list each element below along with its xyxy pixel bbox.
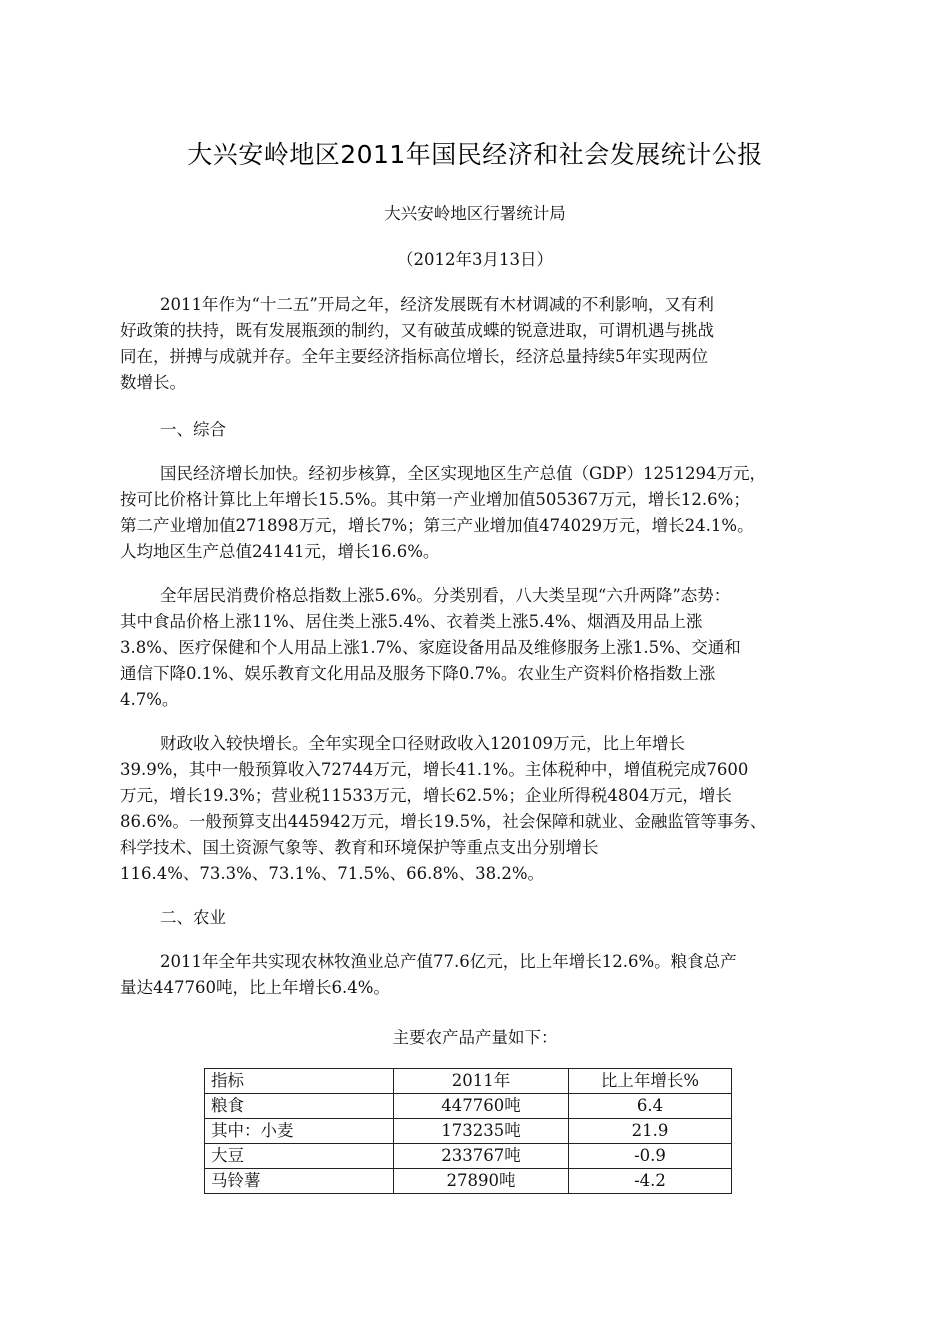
table-header-row [205,1069,732,1094]
table-row [205,1144,732,1169]
table-header-cell: 指标 [205,1069,394,1094]
table-cell: 173235吨 [394,1119,569,1144]
table-cell: 6.4 [569,1094,732,1119]
intro-paragraph: 2011年作为“十二五”开局之年，经济发展既有木材调减的不利影响，又有利 好政策的扶持，既有发展瓶颈的制约，又有破茧成蝶的锐意进取，可谓机遇与挑战 同在，拼搏与成就并存。全年主要经济指标高位增长，经济总量持续5年实现两位 数增长。 [120,295,714,392]
date-line: （2012年3月13日） [397,250,553,269]
crop-output-table [204,1068,732,1194]
table-cell: -0.9 [569,1144,732,1169]
table-cell: -4.2 [569,1169,732,1194]
fiscal-paragraph: 财政收入较快增长。全年实现全口径财政收入120109万元，比上年增长 39.9%，其中一般预算收入72744万元，增长41.1%。主体税种中，增值税完成7600 万元，增长19.3%；营业税11533万元，增长62.5%；企业所得税4804万元，增长 86.6%。一般预算支出445942万元，增长19.5%，社会保障和就业、金融监管等事务、 科学技术、国土资源气象等、教育和环境保护等重点支出分别增长 116.4%、73.3%、73.1%、71.5%、66.8%、38.2%。 [120,734,767,883]
table-row [205,1169,732,1194]
table-cell: 233767吨 [394,1144,569,1169]
table-cell: 粮食 [205,1094,394,1119]
table-cell: 大豆 [205,1144,394,1169]
issuer-line: 大兴安岭地区行署统计局 [384,204,566,223]
document-title: 大兴安岭地区2011年国民经济和社会发展统计公报 [187,140,763,169]
section-heading-agriculture: 二、农业 [160,908,226,927]
table-cell: 27890吨 [394,1169,569,1194]
agriculture-paragraph: 2011年全年共实现农林牧渔业总产值77.6亿元，比上年增长12.6%。粮食总产 量达447760吨，比上年增长6.4%。 [120,952,737,997]
table-row [205,1094,732,1119]
section-heading-general: 一、综合 [160,420,226,439]
table-row [205,1119,732,1144]
table-cell: 21.9 [569,1119,732,1144]
cpi-paragraph: 全年居民消费价格总指数上涨5.6%。分类别看，八大类呈现“六升两降”态势： 其中食品价格上涨11%、居住类上涨5.4%、衣着类上涨5.4%、烟酒及用品上涨 3.8%、医疗保健和个人用品上涨1.7%、家庭设备用品及维修服务上涨1.5%、交通和 通信下降0.1%、娱乐教育文化用品及服务下降0.7%。农业生产资料价格指数上涨 4.7%。 [120,586,741,709]
table-cell: 马铃薯 [205,1169,394,1194]
gdp-paragraph: 国民经济增长加快。经初步核算，全区实现地区生产总值（GDP）1251294万元， 按可比价格计算比上年增长15.5%。其中第一产业增加值505367万元，增长12.6%； 第二产业增加值271898万元，增长7%；第三产业增加值474029万元，增长24.1%。 人均地区生产总值24141元，增长16.6%。 [120,464,766,561]
table-cell: 447760吨 [394,1094,569,1119]
table-cell: 其中：小麦 [205,1119,394,1144]
table-header-cell: 比上年增长% [569,1069,732,1094]
table-header-cell: 2011年 [394,1069,569,1094]
table-caption: 主要农产品产量如下： [392,1028,558,1047]
